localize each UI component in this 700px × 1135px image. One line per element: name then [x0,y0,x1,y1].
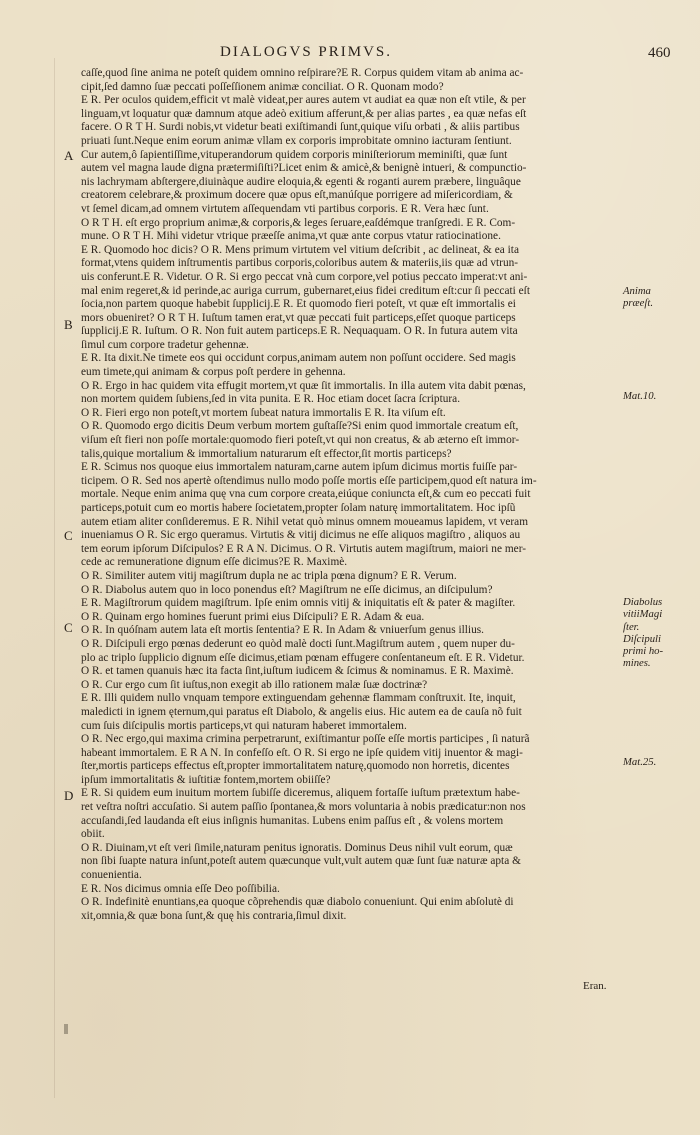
text-line: cipit,ſed damno ſuæ peccati poſſeſſionem animæ conciliat. O R. Quonam modo? [81,80,444,93]
text-line: O R. Indefinitè enuntians,ea quoque cõprehendis quæ diabolo conueniunt. Qui enim abſolutè di [81,896,514,909]
text-line: xit,omnia,& quæ bona ſunt,& quę his contraria,ſimul dixit. [81,909,347,922]
text-line: creatorem celebrare,& proximum docere quæ opus eſt,manúſque porrigere ad miſericordiam, & [81,189,513,202]
text-line: format,vtens quidem inſtrumentis partibus corporis,coloribus autem & materiis,iis quæ ad vtrun- [81,257,519,270]
text-line: viſum eſt fieri non poſſe mortale:quomodo fieri poteſt,vt qui non creatus, & ab æterno eſt immor- [81,434,520,447]
marginal-note-mat10: Mat.10. [623,390,657,402]
text-line: ſocia,non partem quoque habebit ſupplicij.E R. Et quomodo fieri poteſt, vt quæ eſt immortalis ei [81,298,516,311]
main-text-block [81,67,610,923]
text-line: tem eorum ipſorum Diſcipulos? E R A N. Dicimus. O R. Virtutis autem magiſtrum, maiori ne mer- [81,542,527,555]
text-line: autem etiam aliter conſideremus. E R. Nihil vetat quò minus omnem moueamus lapidem, vt veram [81,515,529,528]
text-line: facere. O R T H. Surdi nobis,vt videtur beati exiſtimandi ſunt,quique viſu orbati , & aliis partibus [81,121,520,134]
text-line: O R. Cur ergo cum ſit iuſtus,non exegit ab illo rationem malæ ſuæ doctrinæ? [81,678,428,691]
text-line: E R. Ita dixit.Ne timete eos qui occidunt corpus,animam autem non poſſunt occidere. Sed magis [81,352,516,365]
text-line: conuenientia. [81,869,142,882]
text-line: mors obueniret? O R T H. Iuſtum tamen erat,vt quæ peccati fuit particeps,eſſet quoque particeps [81,311,516,324]
page-number: 460 [648,45,671,61]
section-mark-c-secondary: C [64,620,73,635]
ink-mark [64,1024,68,1034]
text-line: habeant immortalem. E R A N. In confeſſo eſt. O R. Si ergo ne ipſe quidem vitij inuentor & magi- [81,746,523,759]
text-line: ſupplicij.E R. Iuſtum. O R. Non fuit autem particeps.E R. Nequaquam. O R. In futura autem vita [81,325,518,338]
text-line: mune. O R T H. Mihi videtur vtrique præeſſe anima,vt quæ ante corpus vtatur ratiocinatione. [81,230,501,243]
section-mark-a: A [64,148,74,163]
text-line: accuſandi,ſed laudanda eſt eius inſignis humanitas. Lubens enim paſſus eſt , & volens mortem [81,814,504,827]
section-mark-d: D [64,788,74,803]
text-line: uis conferunt.E R. Videtur. O R. Si ergo peccat vnà cum corpore,vel potius peccato imperat:vt ani- [81,270,528,283]
text-line: O R T H. eſt ergo proprium animæ,& corporis,& leges ſeruare,eaſdémque tranſgredi. E R. Com- [81,216,516,229]
text-line: O R. Diſcipuli ergo pœnas dederunt eo quòd malè docti ſunt.Magiſtrum autem , quem nuper du- [81,637,515,650]
marginal-note-mat25: Mat.25. [623,756,657,768]
text-line: ticipem. O R. Sed nos apertè oſtendimus nullo modo poſſe mortis eſſe participem,quod eſt natura im- [81,474,537,487]
text-line: cede ac remuneratione dignum eſſe dicimus?E R. Maximè. [81,556,348,569]
text-line: talis,quique mortalium & immortalium naturarum eſt effector,ſit mortis particeps? [81,447,452,460]
text-line: vt ſemel dicam,ad omnem virtutem aſſequendam vti partibus corporis. E R. Vera hæc ſunt. [81,202,489,215]
text-line: non mortem quidem ſubiens,ſed in vita punita. E R. Hoc etiam docet ſacra ſcriptura. [81,393,461,406]
text-line: O R. Fieri ergo non poteſt,vt mortem ſubeat natura immortalis E R. Ita viſum eſt. [81,406,446,419]
text-line: obiit. [81,828,105,841]
text-line: O R. Ergo in hac quidem vita effugit mortem,vt quæ ſit immortalis. In illa autem vita dabit pœnas, [81,379,526,392]
text-line: autem vel magna laude digna prætermiſiſti?Licet enim & amicè,& benignè intueri, & compunctio- [81,162,527,175]
text-line: ipſum immortalitatis & iuſtitiæ fontem,mortem obiiſſe? [81,773,331,786]
text-line: O R. Quomodo ergo dicitis Deum verbum mortem guſtaſſe?Si enim quod immortale creatum eſt, [81,420,519,433]
marginal-note-anima: Anima præeſt. [623,285,653,310]
text-line: E R. Per oculos quidem,efficit vt malè videat,per aures autem vt audiat ea quæ non eſt vtile, & per [81,94,526,107]
text-line: E R. Quomodo hoc dicis? O R. Mens primum virtutem vel vitium deſcribit , ac delineat, & ea ita [81,243,519,256]
text-line: ſimul cum corpore tradetur gehennæ. [81,338,249,351]
text-line: inueniamus O R. Sic ergo queramus. Virtutis & vitij dicimus ne eſſe aliquos magiſtro , aliquos au [81,529,521,542]
text-line: E R. Si quidem eum inuitum mortem ſubiſſe diceremus, aliquem fortaſſe iuſtum prætextum habe- [81,787,520,800]
text-line: E R. Illi quidem nullo vnquam tempore extinguendam gehennæ flammam conſtruxit. Ite, inquit, [81,692,516,705]
text-line: mortale. Neque enim anima quę vna cum corpore creata,eiúque coniuncta eſt,& cum eo peccati fuit [81,488,531,501]
text-line: particeps,potuit cum eo mortis habere ſocietatem,propter ſolam naturę immortalitatem. Hoc ipſũ [81,502,516,514]
text-line: O R. Similiter autem vitij magiſtrum dupla ne ac tripla pœna dignum? E R. Verum. [81,569,457,582]
marginal-note-diabolus: Diabolus vitiiMagi ſter. Diſcipuli primi ho- mines. [623,596,664,670]
text-line: plo ac triplo ſupplicio dignum eſſe dicimus,etiam pœnam effugere conſentaneum eſt. E R. Videtur. [81,651,525,664]
text-line: O R. Diuinam,vt eſt veri ſimile,naturam penitus ignoratis. Dominus Deus nihil vult eorum, quæ [81,841,513,854]
text-line: priuati ſunt.Neque enim eorum animæ vllam ex corporis improbitate omnino iacturam ſentiunt. [81,134,512,147]
running-head: DIALOGVS PRIMVS. [220,44,393,60]
text-line: E R. Scimus nos quoque eius immortalem naturam,carne autem ipſum dicimus mortis fuiſſe par- [81,461,518,474]
text-line: O R. Diabolus autem quo in loco ponendus eſt? Magiſtrum ne eſſe dicimus, an diſcipulum? [81,583,493,596]
text-line: ret veſtra noſtri accuſatio. Si autem paſſio ſpontanea,& mors voluntaria à nobis prædicatur:non nos [81,801,526,814]
gutter-shadow [54,58,55,1098]
text-line: O R. In quóſnam autem lata eſt mortis ſententia? E R. In Adam & vniuerſum genus illius. [81,624,485,637]
text-line: O R. Quinam ergo homines fuerunt primi eius Diſcipuli? E R. Adam & eua. [81,610,425,623]
section-mark-c: C [64,528,73,543]
text-line: non ſibi ſuapte natura inſunt,poteſt autem quæcunque vult,vult autem quæ ſunt ſuæ naturæ apta & [81,855,521,868]
text-line: E R. Nos dicimus omnia eſſe Deo poſſibilia. [81,882,280,895]
text-line: nis lachrymam abſtergere,diuinàque audire eloquia,& egenti & roganti aurem præbere, linguâque [81,175,521,188]
text-line: cum ſuis diſcipulis mortis particeps,vt qui naturam haberet immortalem. [81,719,407,732]
catchword: Eran. [583,980,607,992]
text-line: maledicti in ignem ęternum,qui paratus eſt Diabolo, & angelis eius. Hic autem ea de cauſa nõ fuit [81,705,522,718]
section-mark-b: B [64,317,73,332]
text-line: O R. et tamen quanuis hæc ita facta ſint,iuſtum iudicem & ſcimus & nominamus. E R. Maximè. [81,665,514,678]
text-line: linguam,vt loquatur quæ damnum atque adeò exitium afferunt,& per alias partes , ea quæ nefas eſt [81,107,527,120]
text-line: ſter,mortis particeps effectus eſt,propter immortalitatem naturę,quomodo non horretis, dicentes [81,760,510,773]
text-line: mal enim regeret,& id perinde,ac auriga currum, gubernaret,eius fidei creditum eſt:cur ſi peccati eſt [81,284,530,297]
text-line: E R. Magiſtrorum quidem magiſtrum. Ipſe enim omnis vitij & iniquitatis eſt & pater & magiſter. [81,597,516,610]
text-line: Cur autem,ô ſapientiſſime,vituperandorum quidem corporis miniſteriorum meminiſti, quæ ſunt [81,148,508,161]
text-line: O R. Nec ergo,qui maxima crimina perpetrarunt, exiſtimantur poſſe eſſe mortis participes , ſi naturã [81,733,530,746]
text-line: caſſe,quod ſine anima ne poteſt quidem omnino reſpirare?E R. Corpus quidem vitam ab anima ac- [81,67,524,79]
text-line: eum timete,qui animam & corpus poſt perdere in gehenna. [81,366,346,379]
